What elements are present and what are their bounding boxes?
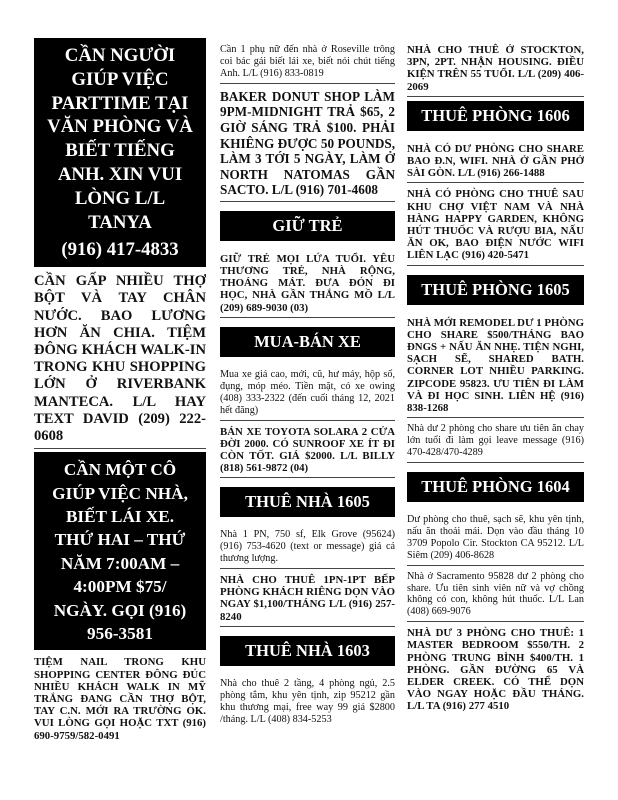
ad-roseville-caregiver: Cần 1 phụ nữ đến nhà ở Roseville trông coi bác gái biết lái xe, biết nói chút tiếng Anh. L/L (916) 833-0819 [220, 42, 395, 84]
ad-vegetarian-share: Nhà dư 2 phòng cho share ưu tiên ăn chay lớn tuổi đi làm gọi leave message (916) 470-428/470-4289 [407, 421, 584, 463]
ad-room-pho-saigon: NHÀ CÓ DƯ PHÒNG CHO SHARE BAO Đ.N, WIFI. NHÀ Ở GẦN PHỞ SÀI GÒN. L/L (916) 266-1488 [407, 141, 584, 184]
ad-line: CẦN MỘT CÔ [63, 460, 177, 480]
ad-line: TANYA [88, 211, 152, 233]
column-2 [220, 42, 395, 731]
ad-three-rooms: NHÀ DƯ 3 PHÒNG CHO THUÊ: 1 MASTER BEDROOM $550/TH. 2 PHÒNG TRUNG BÌNH $400/TH. 1 PHÒNG. GẦN ĐƯỜNG 65 VÀ ELDER CREEK. CÓ THỂ DỌN VÀO NGAY HOẶC ĐẦU THÁNG. L/L TA (916) 277 4510 [407, 627, 584, 713]
ad-elk-grove: Nhà 1 PN, 750 sf, Elk Grove (95624) (916) 753-4620 (text or message) giá cả thương lượng. [220, 527, 395, 569]
ad-toyota-solara: BÁN XE TOYOTA SOLARA 2 CỬA ĐỜI 2000. CÓ SUNROOF XE ÍT ĐI CÒN TỐT. GIÁ $2000. L/L BILLY (818) 561-9872 (04) [220, 424, 395, 479]
ad-line: 4:00PM $75/ [73, 577, 167, 597]
ad-line: GIÚP VIỆC NHÀ, [52, 483, 188, 503]
ad-line: THỨ HAI – THỨ [54, 530, 186, 550]
section-header-thue-phong-1606: THUÊ PHÒNG 1606 [407, 101, 584, 131]
section-header-thue-nha-1603: THUÊ NHÀ 1603 [220, 636, 395, 666]
ad-remodel-room: NHÀ MỚI REMODEL DƯ 1 PHÒNG CHO SHARE $500/THÁNG BAO ĐNGS + NẤU ĂN NHẸ. TIỆN NGHI, SẠCH SẼ, SHARED BATH. CORNER LOT NHIỀU PARKING. ZIPCODE 95823. ƯU TIÊN ĐI LÀM VÀ ĐI HỌC SINH. LIÊN HỆ (916) 838-1268 [407, 315, 584, 419]
ad-line: 956-3581 [87, 624, 153, 644]
section-header-thue-phong-1604: THUÊ PHÒNG 1604 [407, 472, 584, 502]
column-3 [407, 42, 584, 719]
ad-house-1pn-1pt: NHÀ CHO THUÊ 1PN-1PT BẾP PHÒNG KHÁCH RIÊNG DỌN VÀO NGAY $1,100/THÁNG L/L (916) 257-8240 [220, 572, 395, 627]
ad-popolo-room: Dư phòng cho thuê, sạch sẽ, khu yên tịnh, nấu ăn thoải mái. Dọn vào đầu tháng 10 3709 Popolo Cir. Stockton CA 95212. L/L Siêm (209) 406-8628 [407, 512, 584, 566]
ad-nail-manteca: CẦN GẤP NHIỀU THỢ BỘT VÀ TAY CHÂN NƯỚC. BAO LƯƠNG HƠN ĂN CHIA. TIỆM ĐÔNG KHÁCH WALK-IN TRONG KHU SHOPPING LỚN Ở RIVERBANK MANTECA. L/L HAY TEXT DAVID (209) 222-0608 [34, 271, 206, 449]
ad-line: PARTTIME TẠI [51, 92, 189, 114]
ad-childcare: GIỮ TRẺ MỌI LỨA TUỔI. YÊU THƯƠNG TRẺ, NHÀ RỘNG, THOÁNG MÁT. ĐƯA ĐÓN ĐI HỌC, NHÀ GẦN THẮNG MỒ L/L (209) 689-9030 (03) [220, 251, 395, 318]
ad-line: ANH. XIN VUI [57, 163, 183, 185]
ad-baker-donut: BAKER DONUT SHOP LÀM 9PM-MIDNIGHT TRẢ $65, 2 GIỜ SÁNG TRẢ $100. PHẢI KHIÊNG ĐƯỢC 50 POUNDS, LÀM 3 TỚI 5 NGÀY, LÀM Ở NORTH NATOMAS GẦN SACTO. L/L (916) 701-4608 [220, 87, 395, 202]
ad-room-happy-garden: NHÀ CÓ PHÒNG CHO THUÊ SAU KHU CHỢ VIỆT NAM VÀ NHÀ HÀNG HAPPY GARDEN, KHÔNG HÚT THUỐC VÀ RƯỢU BIA, NẤU ĂN OK, BAO ĐIỆN NƯỚC WIFI LIÊN LẠC (916) 420-5471 [407, 186, 584, 265]
ad-line: GIÚP VIỆC [71, 68, 169, 90]
ad-sacramento-share: Nhà ở Sacramento 95828 dư 2 phòng cho share. Ưu tiên sinh viên nữ và vợ chồng không có con, không hút thuốc. L/L Lan (408) 669-9076 [407, 569, 584, 623]
ad-buy-cars: Mua xe giá cao, mới, cũ, hư máy, hộp số, đụng, móp méo. Tiền mặt, có xe owing (408) 333-2322 (đến cuối tháng 12, 2021 hết đăng) [220, 367, 395, 421]
column-1 [34, 38, 206, 748]
ad-line: NGÀY. GỌI (916) [53, 600, 187, 620]
ad-stockton-house: NHÀ CHO THUÊ Ở STOCKTON, 3PN, 2PT. NHẬN HOUSING. ĐIỀU KIỆN TRÊN 55 TUỔI. L/L (209) 406-2069 [407, 42, 584, 97]
ad-nail-shopping-center: TIỆM NAIL TRONG KHU SHOPPING CENTER ĐÔNG ĐÚC NHIỀU KHÁCH WALK IN MỸ TRẮNG ĐANG CẦN THỢ BỘT, TAY C.N. MỚI RA TRƯỜNG OK. VUI LÒNG GỌI HOẶC TXT (916) 690-9759/582-0491 [34, 656, 206, 742]
ad-line: CẦN NGƯỜI [64, 45, 176, 66]
ad-two-story-house: Nhà cho thuê 2 tầng, 4 phòng ngủ, 2.5 phòng tắm, khu yên tịnh, zip 95212 gần khu thương mại, free way 99 giá $2800 /tháng. L/L (408) 834-5253 [220, 677, 395, 725]
section-header-mua-ban-xe: MUA-BÁN XE [220, 327, 395, 357]
ad-line: NĂM 7:00AM – [60, 553, 180, 573]
section-header-giu-tre: GIỮ TRẺ [220, 211, 395, 241]
ad-housekeeper [34, 452, 206, 650]
section-header-thue-phong-1605: THUÊ PHÒNG 1605 [407, 275, 584, 305]
ad-line: BIẾT TIẾNG [65, 140, 175, 162]
ad-help-wanted-tanya [34, 38, 206, 267]
section-header-thue-nha-1605: THUÊ NHÀ 1605 [220, 487, 395, 517]
ad-line: LÒNG L/L [74, 187, 166, 209]
ad-phone: (916) 417-4833 [61, 239, 179, 261]
ad-line: VĂN PHÒNG VÀ [47, 116, 193, 138]
ad-line: BIẾT LÁI XE. [65, 507, 175, 527]
